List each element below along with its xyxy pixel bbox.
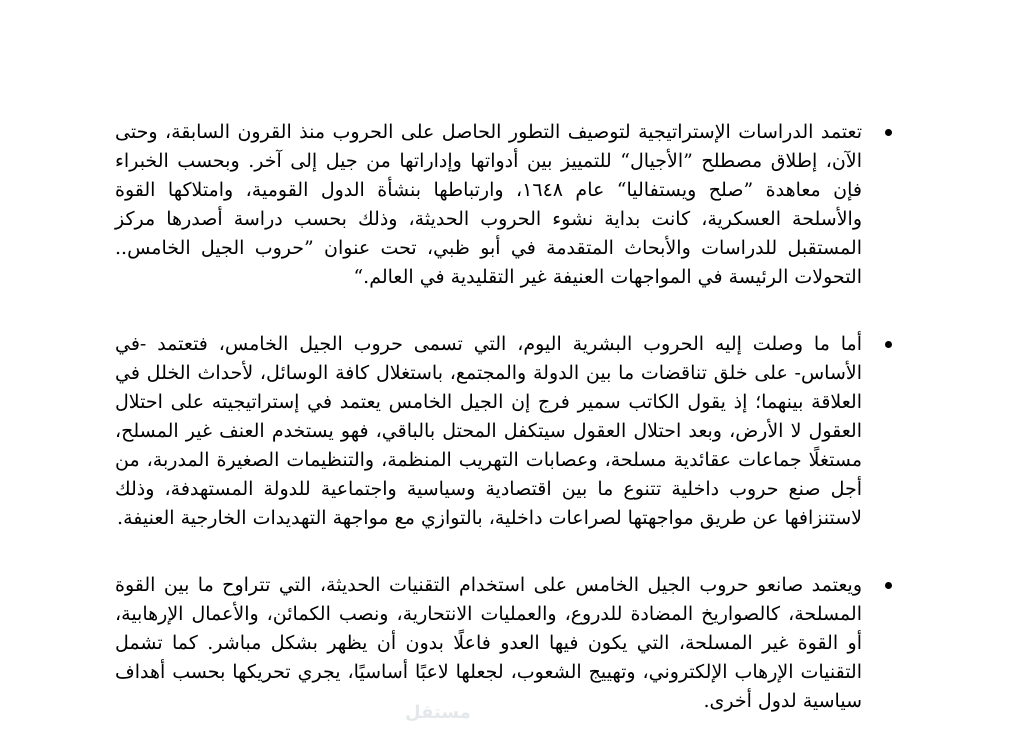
bullet-item-2 [115, 330, 895, 533]
bullet-item-1 [115, 118, 895, 292]
bullet-dot-icon [885, 129, 892, 136]
bullet-item-3 [115, 571, 895, 716]
paragraph-text: ويعتمد صانعو حروب الجيل الخامس على استخدام التقنيات الحديثة، التي تتراوح ما بين القوة المسلحة، كالصواريخ المضادة للدروع، والعمليات الانتحارية، ونصب الكمائن، والأعمال الإرهابية، أو القوة غير المسلحة، التي يكون فيها العدو فاعلًا بدون أن يظهر بشكل مباشر. كما تشمل التقنيات الإرهاب الإلكتروني، وتهييج الشعوب، لجعلها لاعبًا أساسيًا، يجري تحريكها بحسب أهداف سياسية لدول أخرى. [115, 574, 862, 712]
paragraph-text: تعتمد الدراسات الإستراتيجية لتوصيف التطور الحاصل على الحروب منذ القرون السابقة، وحتى الآن، إطلاق مصطلح ”الأجيال“ للتمييز بين أدواتها وإداراتها من جيل إلى آخر. وبحسب الخبراء فإن معاهدة ”صلح ويستفاليا“ عام ١٦٤٨، وارتباطها بنشأة الدول القومية، وامتلاكها القوة والأسلحة العسكرية، كانت بداية نشوء الحروب الحديثة، وذلك بحسب دراسة أصدرها مركز المستقبل للدراسات والأبحاث المتقدمة في أبو ظبي، تحت عنوان ”حروب الجيل الخامس.. التحولات الرئيسة في المواجهات العنيفة غير التقليدية في العالم.“ [115, 121, 863, 288]
bullet-dot-icon [885, 582, 892, 589]
bullet-dot-icon [885, 341, 892, 348]
bullet-list [115, 118, 895, 716]
document-body [115, 118, 895, 716]
watermark-logo: مستقل [405, 702, 471, 723]
paragraph-text: أما ما وصلت إليه الحروب البشرية اليوم، التي تسمى حروب الجيل الخامس، فتعتمد -في الأساس- على خلق تناقضات ما بين الدولة والمجتمع، باستغلال كافة الوسائل، لأحداث الخلل في العلاقة بينهما؛ إذ يقول الكاتب سمير فرج إن الجيل الخامس يعتمد في إستراتيجيته على احتلال العقول لا الأرض، وبعد احتلال العقول سيتكفل المحتل بالباقي، فهو يستخدم العنف غير المسلح، مستغلًا جماعات عقائدية مسلحة، وعصابات التهريب المنظمة، والتنظيمات الصغيرة المدربة، من أجل صنع حروب داخلية تتنوع ما بين اقتصادية وسياسية واجتماعية للدولة المستهدفة، وذلك لاستنزافها عن طريق مواجهتها لصراعات داخلية، بالتوازي مع مواجهة التهديدات الخارجية العنيفة. [115, 333, 862, 529]
